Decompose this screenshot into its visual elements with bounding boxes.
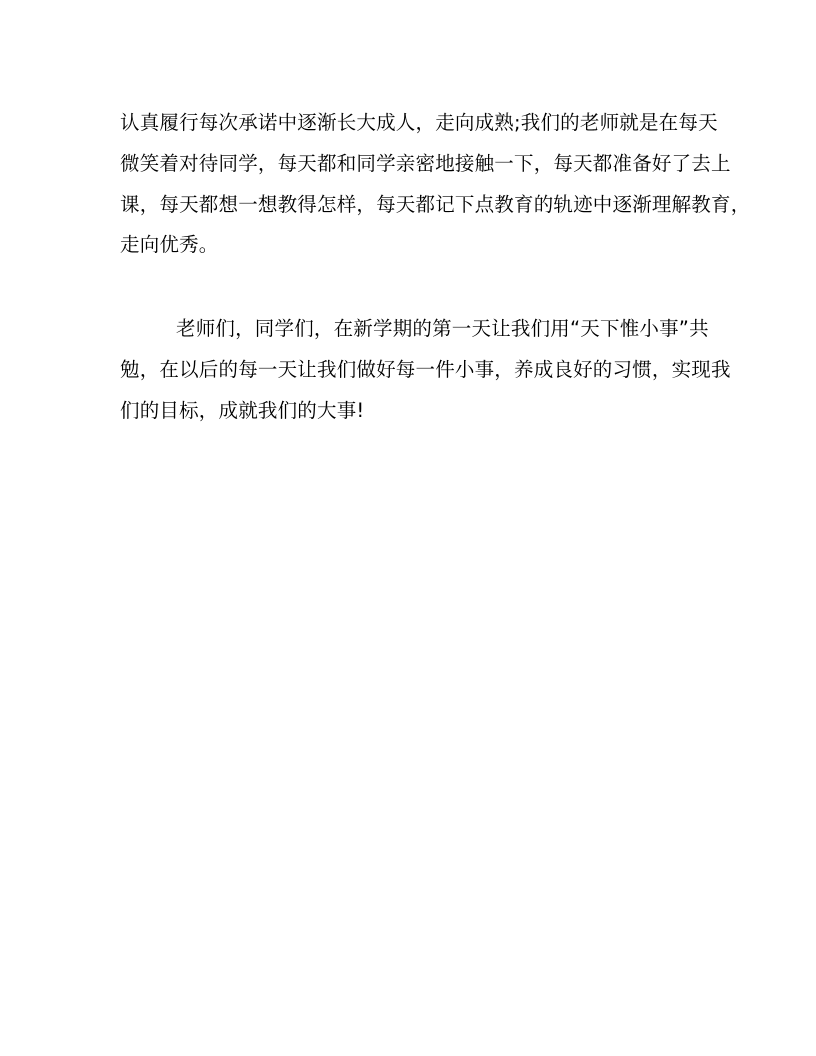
paragraph-line: 走向优秀。 <box>120 233 219 257</box>
paragraph-line: 微笑着对待同学，每天都和同学亲密地接触一下，每天都准备好了去上 <box>120 151 731 175</box>
paragraph-line: 认真履行每次承诺中逐渐长大成人，走向成熟;我们的老师就是在每天 <box>120 111 718 134</box>
paragraph-line: 勉，在以后的每一天让我们做好每一件小事，养成良好的习惯，实现我 <box>120 357 731 381</box>
paragraph-line: 们的目标，成就我们的大事! <box>120 398 365 422</box>
paragraph-2 <box>120 309 731 431</box>
paragraph-line: 老师们，同学们，在新学期的第一天让我们用“天下惟小事”共 <box>176 317 709 340</box>
paragraph-1 <box>120 103 751 266</box>
paragraph-line: 课，每天都想一想教得怎样，每天都记下点教育的轨迹中逐渐理解教育， <box>120 192 751 216</box>
